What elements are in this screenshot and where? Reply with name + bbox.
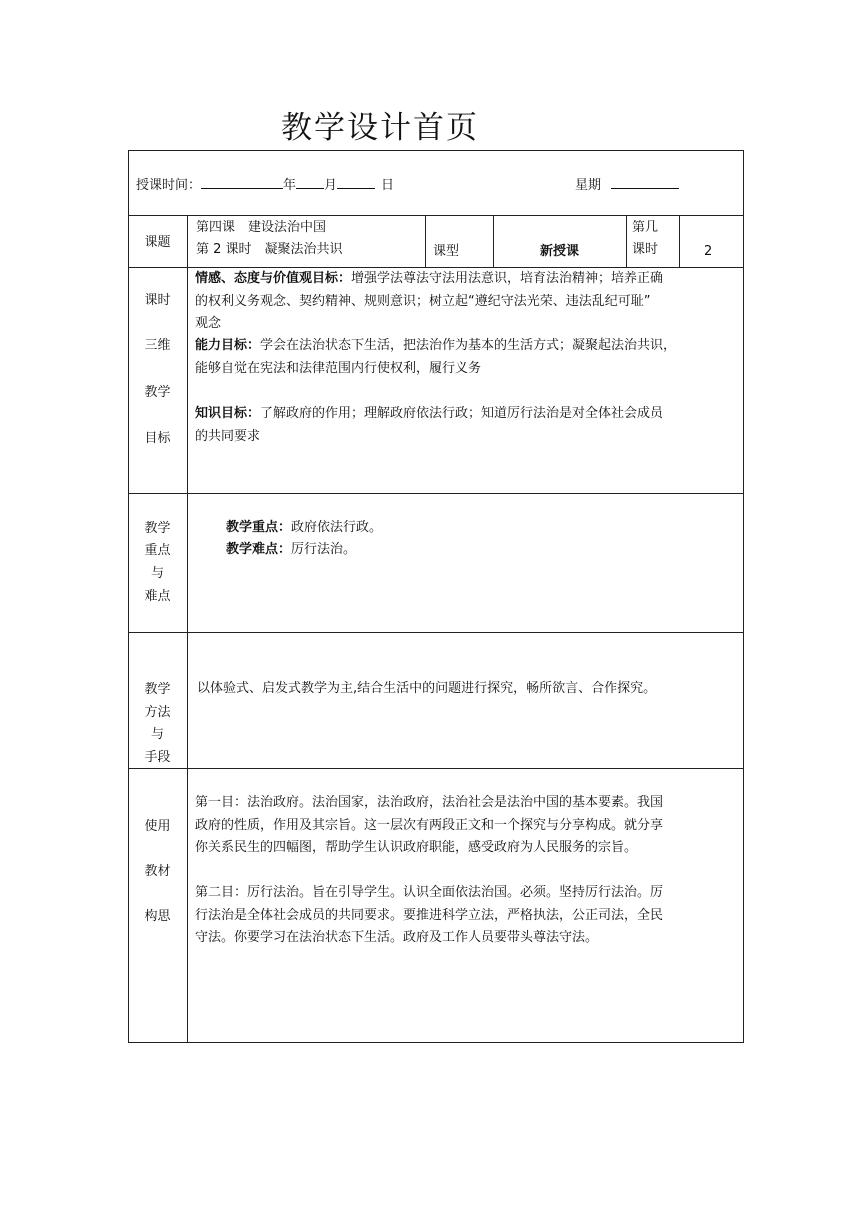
year-label: 年 xyxy=(283,178,297,193)
page-title: 教学设计首页 xyxy=(281,110,479,146)
table-border-top xyxy=(128,150,744,151)
goals-label-2: 三维 xyxy=(144,338,171,353)
period-value: 2 xyxy=(704,244,713,259)
goals-label-1: 课时 xyxy=(144,293,171,308)
method-text: 以体验式、启发式教学为主,结合生活中的问题进行探究，畅所欲言、合作探究。 xyxy=(197,681,657,696)
hard-point xyxy=(226,539,356,561)
lesson-label: 课题 xyxy=(144,235,171,250)
material-text: 第一目：法治政府。法治国家，法治政府，法治社会是法治中国的基本要素。我国 xyxy=(195,795,664,810)
key-point-heading: 教学重点： xyxy=(226,520,292,535)
knowledge-goal-text: 的共同要求 xyxy=(195,428,261,444)
method-label-2: 方法 xyxy=(144,705,171,720)
row-divider xyxy=(128,493,744,494)
material-label-3: 构思 xyxy=(144,909,171,924)
month-blank[interactable] xyxy=(296,174,324,189)
knowledge-goal xyxy=(195,403,738,448)
row-divider xyxy=(128,768,744,769)
day-blank[interactable] xyxy=(337,174,375,189)
hard-point-text: 厉行法治。 xyxy=(291,542,357,557)
month-label: 月 xyxy=(324,178,338,193)
col-divider xyxy=(679,215,680,268)
knowledge-goal-heading: 知识目标： xyxy=(195,406,261,421)
label-column-divider xyxy=(187,215,188,1043)
period-label-1: 第几 xyxy=(632,220,659,235)
material-text: 守法。你要学习在法治状态下生活。政府及工作人员要带头尊法守法。 xyxy=(195,930,599,945)
material-label-1: 使用 xyxy=(144,819,171,834)
keypoints-label-4: 难点 xyxy=(144,589,171,604)
lesson-title-1: 第四课 建设法治中国 xyxy=(196,220,327,235)
ability-goal-text: 学会在法治状态下生活，把法治作为基本的生活方式；凝聚起法治共识， xyxy=(260,338,677,353)
material-text: 你关系民生的四幅图，帮助学生认识政府职能，感受政府为人民服务的宗旨。 xyxy=(195,840,638,855)
weekday-label: 星期 xyxy=(575,178,602,193)
keypoints-label-3: 与 xyxy=(150,566,164,581)
type-value: 新授课 xyxy=(539,244,579,259)
key-point xyxy=(226,517,382,539)
day-label: 日 xyxy=(381,178,395,193)
col-divider xyxy=(626,215,627,268)
keypoints-label-2: 重点 xyxy=(144,543,171,558)
emotion-goal xyxy=(195,268,738,336)
material-text: 第二目：厉行法治。旨在引导学生。认识全面依法治国。必须。坚持厉行法治。厉 xyxy=(195,885,664,900)
type-label: 课型 xyxy=(433,244,460,259)
weekday-blank[interactable] xyxy=(611,174,679,189)
method-label-1: 教学 xyxy=(144,682,171,697)
row-divider xyxy=(128,215,744,216)
goals-label-3: 教学 xyxy=(144,385,171,400)
goals-label-4: 目标 xyxy=(144,431,171,446)
emotion-goal-heading: 情感、态度与价值观目标： xyxy=(195,271,352,286)
key-point-text: 政府依法行政。 xyxy=(291,520,383,535)
emotion-goal-text: 观念 xyxy=(195,316,222,331)
row-divider xyxy=(128,632,744,633)
keypoints-label-1: 教学 xyxy=(144,521,171,536)
emotion-goal-text: 的权利义务观念、契约精神、规则意识；树立起“遵纪守法光荣、违法乱纪可耻” xyxy=(195,293,651,309)
method-label-3: 与 xyxy=(150,727,164,742)
method-label-4: 手段 xyxy=(144,750,171,765)
table-border-right xyxy=(743,150,744,1043)
lesson-design-table xyxy=(128,150,744,1043)
weekday-field xyxy=(575,174,679,197)
material-paragraph-1 xyxy=(195,792,738,860)
period-label-2: 课时 xyxy=(632,242,659,257)
date-blank[interactable] xyxy=(201,174,283,189)
material-paragraph-2 xyxy=(195,882,738,950)
emotion-goal-text: 增强学法尊法守法用法意识，培育法治精神；培养正确 xyxy=(351,271,664,286)
class-time-row xyxy=(136,174,394,197)
ability-goal-heading: 能力目标： xyxy=(195,338,261,353)
ability-goal-text: 能够自觉在宪法和法律范围内行使权利，履行义务 xyxy=(195,360,482,376)
col-divider xyxy=(425,215,426,268)
material-text: 行法治是全体社会成员的共同要求。要推进科学立法，严格执法，公正司法，全民 xyxy=(195,907,664,923)
ability-goal xyxy=(195,335,738,380)
knowledge-goal-text: 了解政府的作用；理解政府依法行政；知道厉行法治是对全体社会成员 xyxy=(260,406,664,421)
material-label-2: 教材 xyxy=(144,864,171,879)
material-text: 政府的性质，作用及其宗旨。这一层次有两段正文和一个探究与分享构成。就分享 xyxy=(195,817,664,833)
time-label: 授课时间： xyxy=(136,178,202,193)
hard-point-heading: 教学难点： xyxy=(226,542,292,557)
lesson-title-2: 第 2 课时 凝聚法治共识 xyxy=(196,242,343,257)
table-border-bottom xyxy=(128,1042,744,1043)
